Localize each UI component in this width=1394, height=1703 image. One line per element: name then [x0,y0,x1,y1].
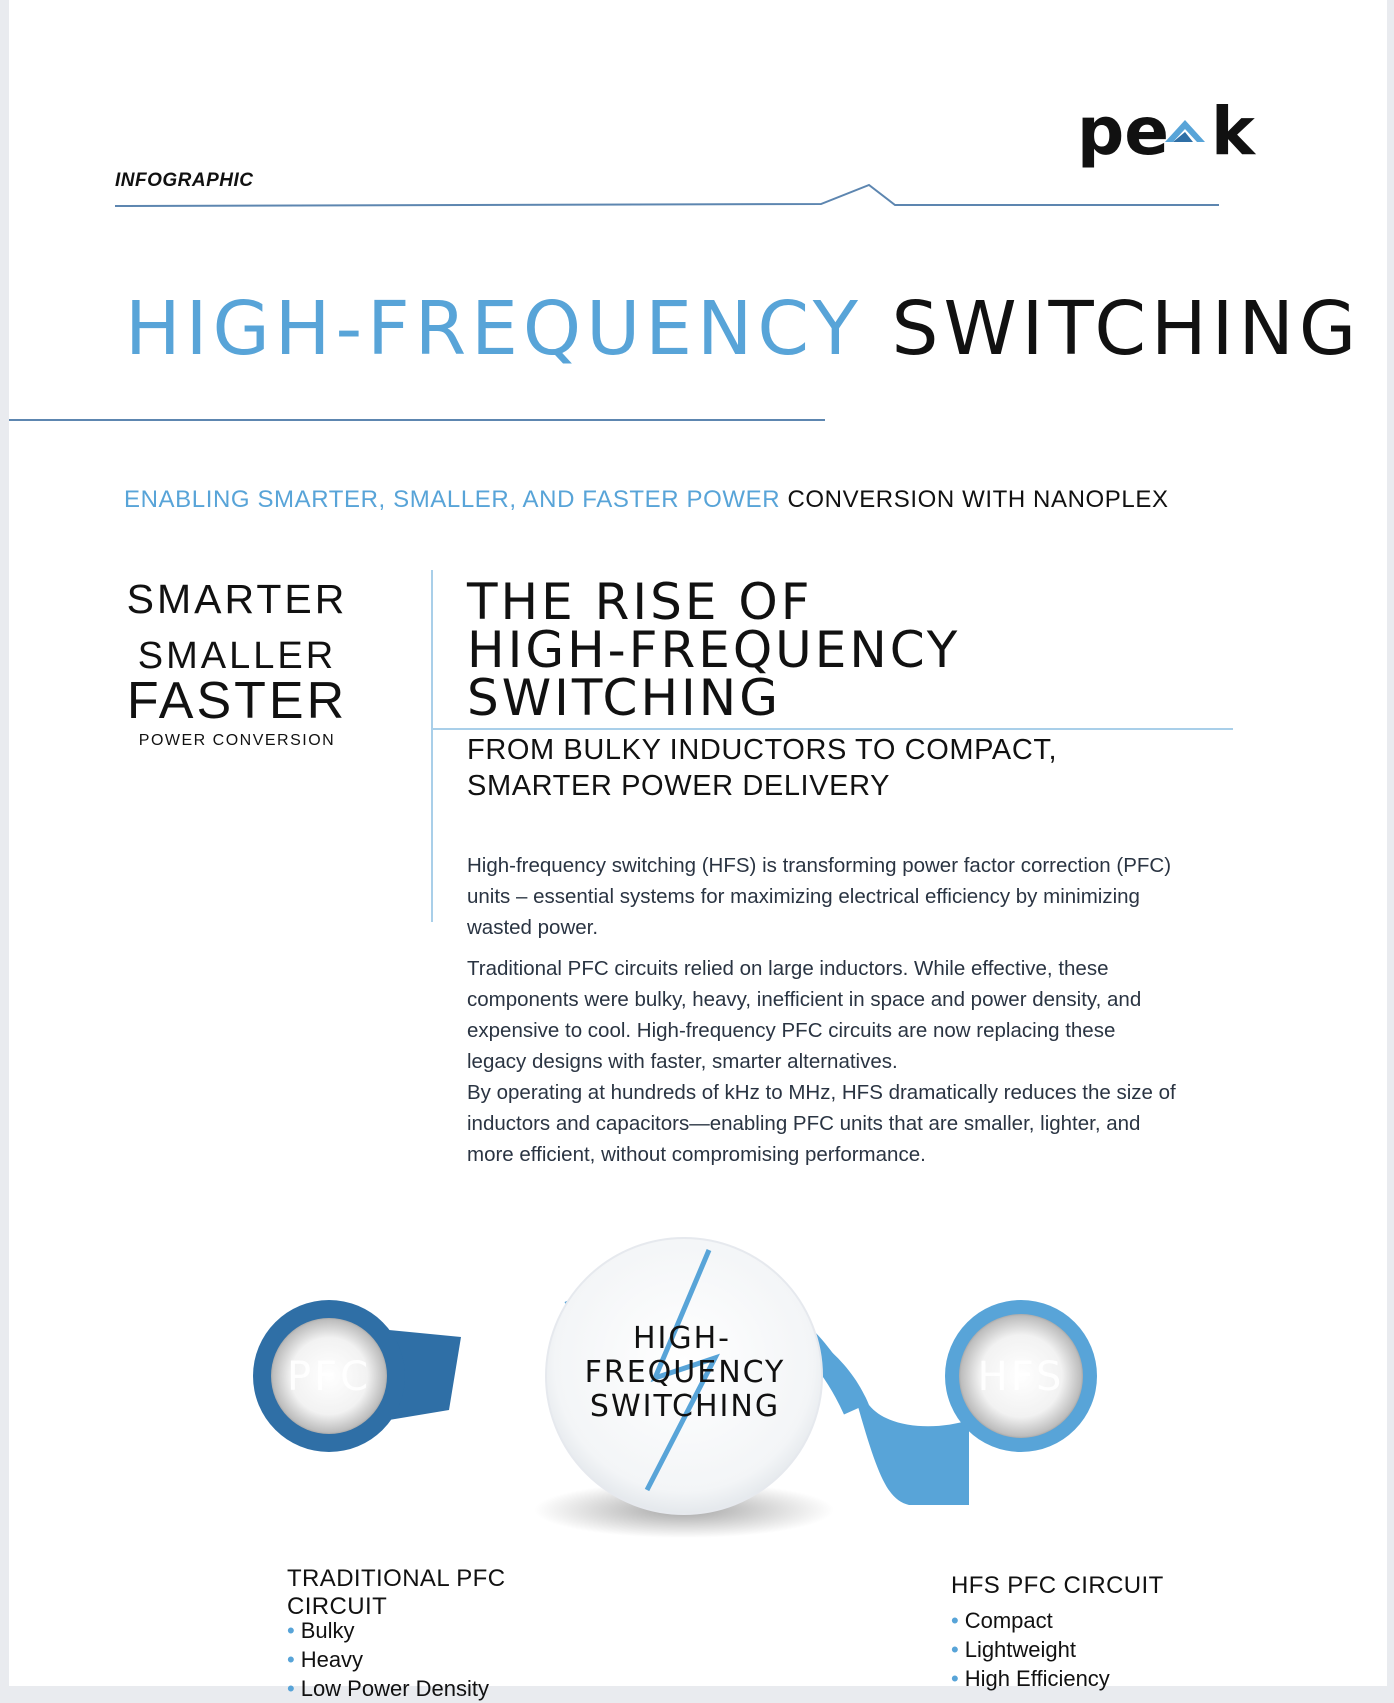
keyword-faster: FASTER [126,672,348,730]
article-subheading [467,732,1207,804]
keyword-smarter: SMARTER [126,576,348,622]
right-circle-label: HFS [977,1354,1065,1400]
article-heading-line1: THE RISE OF [467,573,813,631]
title-underline [9,419,825,421]
hfs-pfc-title: HFS PFC CIRCUIT [951,1572,1164,1599]
center-label-line1: HIGH- [632,1321,732,1356]
page-title [125,286,1361,372]
article-heading-line2: HIGH-FREQUENCY [467,621,961,679]
page-subtitle [124,486,1169,514]
center-label-line2: FREQUENCY [584,1355,786,1390]
subtitle-part1: ENABLING SMARTER, SMALLER, AND FASTER POWER [124,486,781,513]
list-item: • Compact [951,1606,1110,1635]
list-item: • Lightweight [951,1635,1110,1664]
svg-text:pe: pe [1077,93,1170,170]
traditional-pfc-list [287,1616,489,1703]
article-body [467,850,1177,1180]
header-divider [109,170,1229,210]
list-item: • High Efficiency [951,1664,1110,1693]
article-paragraph-2: Traditional PFC circuits relied on large inductors. While effective, these components were bulky, heavy, inefficient in space and power density, and expensive to cool. High-frequency PFC circuits are now replacing these legacy designs with faster, smarter alternatives. [467,957,1142,1073]
document-tag: INFOGRAPHIC [115,170,254,191]
left-circle-label: PFC [286,1354,372,1400]
article-heading-line3: SWITCHING [467,669,781,727]
article-paragraph-3: By operating at hundreds of kHz to MHz, HFS dramatically reduces the size of inductors and capacitors—enabling PFC units that are smaller, lighter, and more efficient, without compromising performance. [467,1081,1176,1166]
list-item: • Heavy [287,1645,489,1674]
infographic-page [9,0,1387,1701]
sidebar-keywords [117,576,357,750]
traditional-pfc-title: TRADITIONAL PFC CIRCUIT [287,1565,506,1620]
list-item: • Bulky [287,1616,489,1645]
center-label-line3: SWITCHING [589,1389,781,1424]
article-subheading-line1: FROM BULKY INDUCTORS TO COMPACT, [467,734,1058,766]
article-horizontal-rule [431,728,1233,730]
list-item: • Low Power Density [287,1674,489,1703]
article-subheading-line2: SMARTER POWER DELIVERY [467,770,891,802]
keyword-power-conversion: POWER CONVERSION [138,732,336,749]
keyword-smaller: SMALLER [137,635,337,677]
page-title-part2: SWITCHING [891,286,1362,372]
hfs-diagram [9,1260,1387,1686]
article-paragraph-1: High-frequency switching (HFS) is transforming power factor correction (PFC) units – essential systems for maximizing electrical efficiency by minimizing wasted power. [467,854,1172,939]
article-heading [467,573,1207,727]
svg-text:k: k [1211,93,1255,170]
subtitle-part2: CONVERSION WITH NANOPLEX [787,486,1169,513]
peak-logo [1077,93,1277,170]
article-vertical-rule [431,570,433,922]
page-title-part1: HIGH-FREQUENCY [125,286,863,372]
hfs-pfc-list [951,1606,1110,1693]
